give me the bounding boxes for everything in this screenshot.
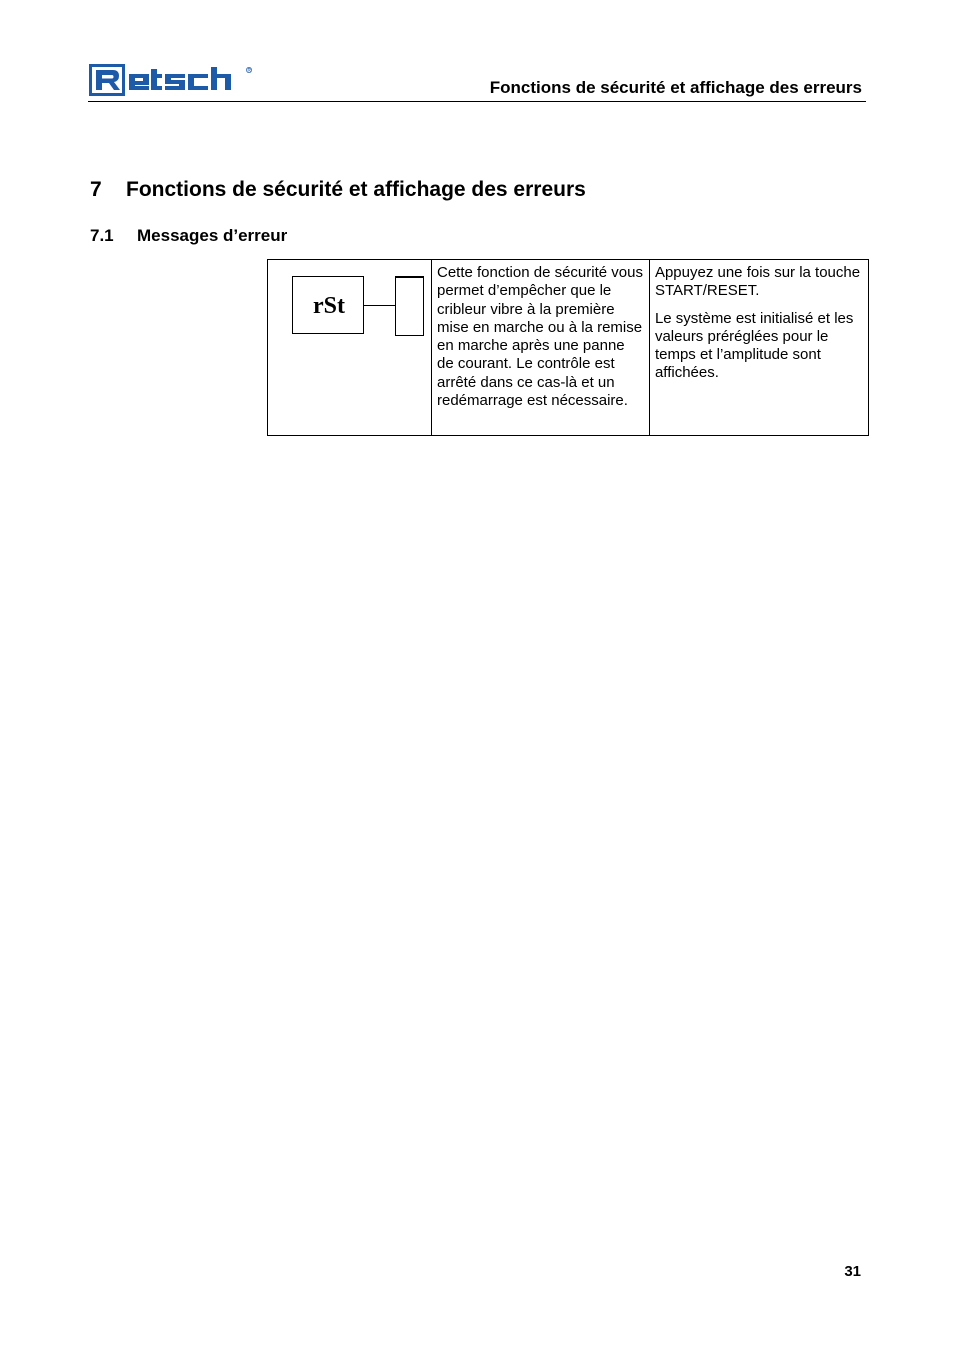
- display-code: rSt: [313, 293, 345, 319]
- running-header-title: Fonctions de sécurité et affichage des erreurs: [489, 78, 862, 97]
- action-cell: [649, 260, 868, 436]
- error-description: Cette fonction de sécurité vous permet d’empêcher que le cribleur vibre à la première mise en marche ou à la remise en marche après une panne de courant. Le contrôle est arrêté dans ce cas-là et un redémarrage est nécessaire.: [437, 264, 643, 410]
- section-heading: [90, 226, 287, 246]
- retsch-logo: [89, 62, 259, 98]
- page-number: 31: [844, 1263, 861, 1280]
- chapter-title: Fonctions de sécurité et affichage des erreurs: [126, 178, 586, 201]
- indicator-frame: [395, 276, 424, 336]
- table-row: [268, 260, 869, 436]
- section-title: Messages d’erreur: [137, 226, 288, 245]
- section-number: 7.1: [90, 226, 114, 245]
- description-cell: [432, 260, 650, 436]
- chapter-heading: [90, 178, 586, 202]
- action-step-1: Appuyez une fois sur la touche START/RESET.: [654, 264, 861, 300]
- action-step-2: Le système est initialisé et les valeurs préréglées pour le temps et l’amplitude sont affichées.: [654, 309, 854, 382]
- display-cell: [268, 260, 432, 436]
- error-messages-table: [267, 259, 869, 436]
- display-readout: [292, 276, 364, 334]
- chapter-number: 7: [90, 178, 102, 201]
- header-divider: [88, 101, 866, 102]
- connector-line: [364, 305, 395, 306]
